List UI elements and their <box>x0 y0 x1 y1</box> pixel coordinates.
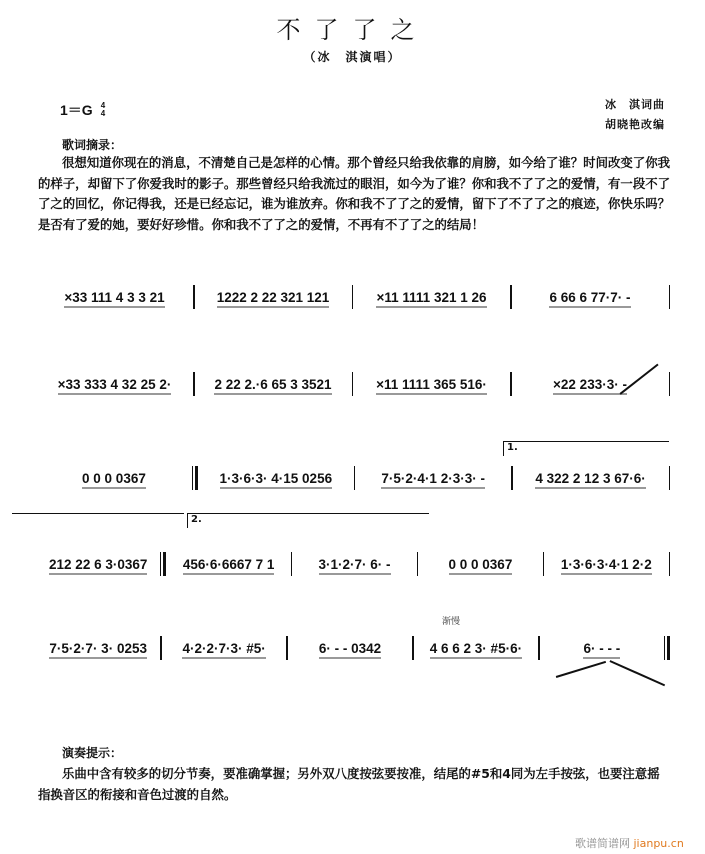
volta-1: 1. <box>503 441 669 456</box>
arranger-credit: 胡晓艳改编 <box>605 118 665 131</box>
measure <box>512 290 669 305</box>
barline <box>669 466 671 490</box>
measure-notes: 4 6 6 2 3· #5·6· <box>430 641 522 659</box>
measure <box>162 641 286 656</box>
measure-notes: 7·5·2·4·1 2·3·3· - <box>381 471 485 489</box>
time-bottom: 4 <box>100 109 106 118</box>
measure-notes: ×22 233·3· - <box>553 377 627 395</box>
time-top: 4 <box>100 101 106 110</box>
measure-notes: 1222 2 22 321 121 <box>217 290 330 308</box>
measure <box>36 471 192 486</box>
measure-notes: ×33 333 4 32 25 2· <box>58 377 172 395</box>
measure-notes: 6 66 6 77·7· - <box>549 290 630 308</box>
lyrics-heading: 歌词摘录： <box>62 138 123 152</box>
measure <box>544 557 668 572</box>
measure <box>198 471 354 486</box>
score-system <box>36 372 670 396</box>
watermark-en: jianpu.cn <box>633 837 684 850</box>
key-signature <box>60 100 105 120</box>
barline <box>669 285 671 309</box>
measure <box>513 471 669 486</box>
watermark <box>575 835 684 851</box>
measure-notes: ×11 1111 321 1 26 <box>376 290 486 308</box>
measure <box>195 377 352 392</box>
measure-notes: 7·5·2·7· 3· 0253 <box>49 641 147 659</box>
performer-subtitle: （冰 淇演唱） <box>303 50 402 64</box>
measure-notes: 1·3·6·3·4·1 2·2 <box>561 557 652 575</box>
measure-notes: 2 22 2.·6 65 3 3521 <box>214 377 331 395</box>
barline <box>669 372 671 396</box>
score-system <box>36 552 670 576</box>
measure-notes: ×33 111 4 3 3 21 <box>64 290 164 308</box>
measure-notes: 4·2·2·7·3· #5· <box>182 641 265 659</box>
measure-notes: 1·3·6·3· 4·15 0256 <box>220 471 333 489</box>
volta-1-continuation <box>12 513 184 514</box>
measure <box>36 290 193 305</box>
measure <box>292 557 416 572</box>
time-signature <box>101 102 105 118</box>
barline <box>669 552 671 576</box>
measure <box>540 641 664 656</box>
score-system <box>36 636 670 660</box>
measure-notes: 212 22 6 3·0367 <box>49 557 147 575</box>
measure-notes: 0 0 0 0367 <box>82 471 146 489</box>
measure <box>512 377 669 392</box>
tempo-marking: 渐慢 <box>442 617 461 627</box>
measure-notes: 6· - - 0342 <box>319 641 381 659</box>
measure <box>353 377 510 392</box>
tips-heading: 演奏提示： <box>62 746 123 760</box>
measure <box>418 557 542 572</box>
composer-credit: 冰 淇词曲 <box>605 98 665 111</box>
measure <box>353 290 510 305</box>
measure <box>36 641 160 656</box>
score-title: 不了了之 <box>276 16 429 44</box>
barline <box>664 636 670 660</box>
measure <box>195 290 352 305</box>
volta-2: 2. <box>187 513 429 528</box>
crescendo-arrow-down <box>610 660 665 686</box>
measure <box>166 557 290 572</box>
measure <box>36 377 193 392</box>
measure <box>355 471 511 486</box>
tips-text: 乐曲中含有较多的切分节奏，要准确掌握；另外双八度按弦要按准，结尾的#5和4同为左手按弦，也要注意摇指换音区的衔接和音色过渡的自然。 <box>38 766 660 802</box>
measure-notes: 3·1·2·7· 6· - <box>319 557 391 575</box>
crescendo-arrow-up <box>556 661 606 678</box>
watermark-cn: 歌谱简谱网 <box>575 837 630 850</box>
measure-notes: 6· - - - <box>583 641 620 659</box>
key-tonic: 1＝G <box>60 102 93 118</box>
score-system <box>36 285 670 309</box>
score-system <box>36 466 670 490</box>
measure <box>414 641 538 656</box>
measure-notes: 4 322 2 12 3 67·6· <box>535 471 645 489</box>
measure-notes: 456·6·6667 7 1 <box>183 557 275 575</box>
measure <box>288 641 412 656</box>
measure-notes: 0 0 0 0367 <box>449 557 513 575</box>
lyrics-text: 很想知道你现在的消息，不清楚自己是怎样的心情。那个曾经只给我依靠的肩膀，如今给了谁？时间改变了你我的样子，却留下了你爱我时的影子。那些曾经只给我流过的眼泪，如今为了谁？你和我不了了之的爱情，有一段不了了之的回忆，你记得我，还是已经忘记，谁为谁放弃。你和我不了了之的爱情，留下了不了了之的痕迹，你快乐吗？是否有了爱的她，要好好珍惜。你和我不了了之的爱情，不再有不了了之的结局！ <box>38 155 670 232</box>
measure <box>36 557 160 572</box>
measure-notes: ×11 1111 365 516· <box>376 377 487 395</box>
